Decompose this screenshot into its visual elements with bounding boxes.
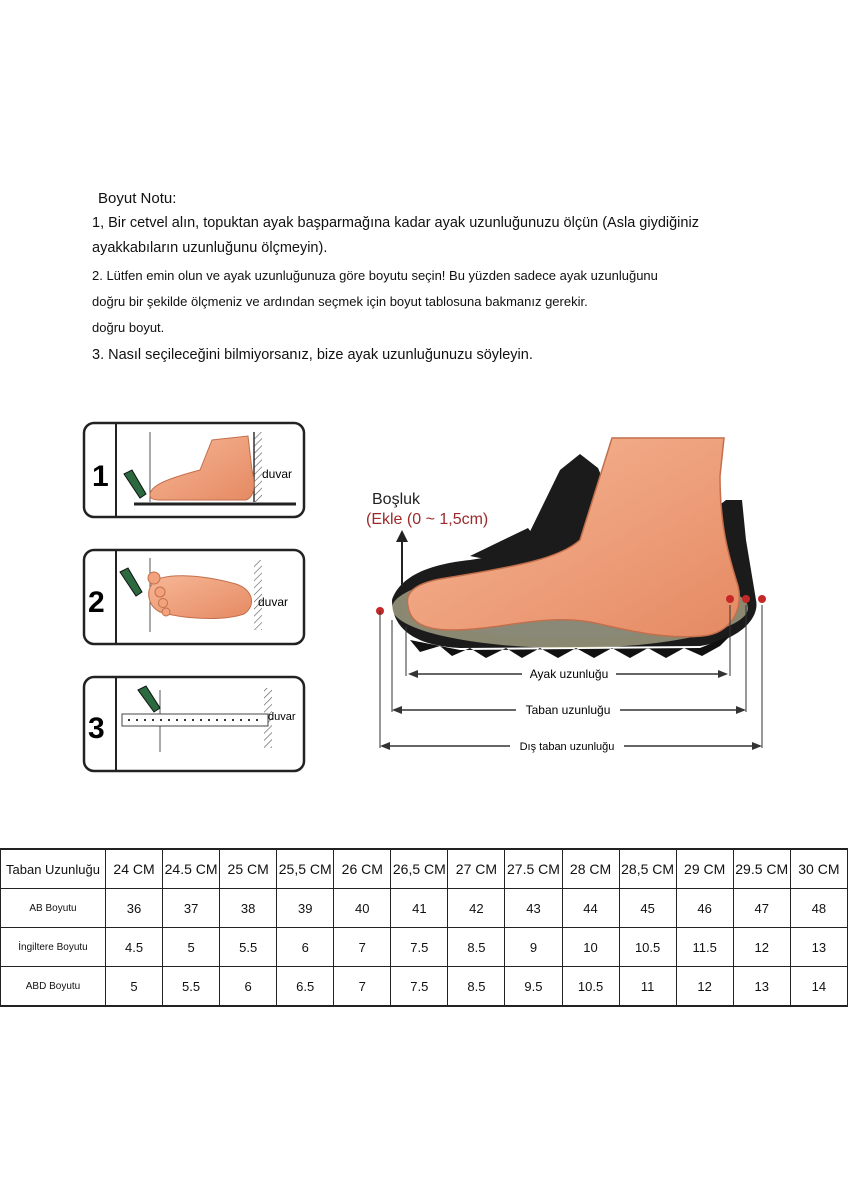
table-cell: 48 xyxy=(790,889,847,928)
header-cell: 26,5 CM xyxy=(391,849,448,889)
step-2-number: 2 xyxy=(88,586,105,619)
header-cell: 24 CM xyxy=(106,849,163,889)
table-cell: 9 xyxy=(505,928,562,967)
table-cell: 7 xyxy=(334,928,391,967)
table-cell: 6 xyxy=(220,967,277,1007)
header-cell: 30 CM xyxy=(790,849,847,889)
table-cell: 42 xyxy=(448,889,505,928)
table-cell: 46 xyxy=(676,889,733,928)
arrow-up-icon xyxy=(396,530,408,542)
table-cell: 36 xyxy=(106,889,163,928)
wall-label-2: duvar xyxy=(258,595,289,609)
table-cell: 40 xyxy=(334,889,391,928)
header-cell: 25 CM xyxy=(220,849,277,889)
header-label: Taban Uzunluğu xyxy=(1,849,106,889)
size-table xyxy=(0,848,848,1007)
table-row xyxy=(1,928,848,967)
table-cell: 11 xyxy=(619,967,676,1007)
sole-length-label: Taban uzunluğu xyxy=(525,703,611,717)
note-line-2c: doğru boyut. xyxy=(92,320,165,335)
table-cell: 47 xyxy=(733,889,790,928)
row-label: ABD Boyutu xyxy=(1,967,106,1007)
sole-length-arrow xyxy=(392,703,746,717)
outsole-length-label: Dış taban uzunluğu xyxy=(519,741,615,753)
table-row xyxy=(1,967,848,1007)
table-cell: 6 xyxy=(277,928,334,967)
table-cell: 44 xyxy=(562,889,619,928)
header-cell: 27.5 CM xyxy=(505,849,562,889)
table-cell: 38 xyxy=(220,889,277,928)
table-cell: 4.5 xyxy=(106,928,163,967)
table-cell: 8.5 xyxy=(448,928,505,967)
header-cell: 25,5 CM xyxy=(277,849,334,889)
ruler-icon xyxy=(122,714,268,726)
step-3-panel xyxy=(84,677,304,771)
foot-length-label: Ayak uzunluğu xyxy=(529,667,609,681)
note-line-1b: ayakkabıların uzunluğunu ölçmeyin). xyxy=(92,240,328,256)
header-cell: 24.5 CM xyxy=(163,849,220,889)
shoe-diagram xyxy=(366,438,766,753)
wall-label-3: duvar xyxy=(268,711,296,723)
step-2-panel xyxy=(84,550,304,644)
table-cell: 12 xyxy=(676,967,733,1007)
step-1-number: 1 xyxy=(92,460,109,493)
table-cell: 7.5 xyxy=(391,967,448,1007)
table-cell: 39 xyxy=(277,889,334,928)
table-cell: 5.5 xyxy=(163,967,220,1007)
table-cell: 8.5 xyxy=(448,967,505,1007)
size-note-title: Boyut Notu: xyxy=(98,190,177,207)
note-line-3: 3. Nasıl seçileceğini bilmiyorsanız, bize ayak uzunluğunuzu söyleyin. xyxy=(92,347,533,363)
gap-title: Boşluk xyxy=(372,491,421,508)
table-row xyxy=(1,889,848,928)
note-line-2b: doğru bir şekilde ölçmeniz ve ardından seçmek için boyut tablosuna bakmanız gerekir. xyxy=(92,294,588,309)
header-cell: 29 CM xyxy=(676,849,733,889)
table-cell: 43 xyxy=(505,889,562,928)
table-cell: 7 xyxy=(334,967,391,1007)
table-cell: 9.5 xyxy=(505,967,562,1007)
table-cell: 5 xyxy=(106,967,163,1007)
table-cell: 14 xyxy=(790,967,847,1007)
table-cell: 5 xyxy=(163,928,220,967)
table-cell: 45 xyxy=(619,889,676,928)
table-cell: 10 xyxy=(562,928,619,967)
table-cell: 12 xyxy=(733,928,790,967)
row-label: İngiltere Boyutu xyxy=(1,928,106,967)
row-label: AB Boyutu xyxy=(1,889,106,928)
header-cell: 28 CM xyxy=(562,849,619,889)
gap-add-label: (Ekle (0 ~ 1,5cm) xyxy=(366,511,489,528)
step-3-number: 3 xyxy=(88,712,105,745)
header-cell: 29.5 CM xyxy=(733,849,790,889)
table-cell: 10.5 xyxy=(619,928,676,967)
table-cell: 6.5 xyxy=(277,967,334,1007)
header-cell: 28,5 CM xyxy=(619,849,676,889)
table-cell: 41 xyxy=(391,889,448,928)
table-cell: 11.5 xyxy=(676,928,733,967)
wall-label-1: duvar xyxy=(262,467,293,481)
header-cell: 27 CM xyxy=(448,849,505,889)
table-cell: 13 xyxy=(733,967,790,1007)
table-cell: 10.5 xyxy=(562,967,619,1007)
table-cell: 13 xyxy=(790,928,847,967)
note-line-2a: 2. Lütfen emin olun ve ayak uzunluğunuza göre boyutu seçin! Bu yüzden sadece ayak uzunluğunu xyxy=(92,268,658,283)
table-cell: 37 xyxy=(163,889,220,928)
note-line-1a: 1, Bir cetvel alın, topuktan ayak başparmağına kadar ayak uzunluğunuzu ölçün (Asla giydiğiniz xyxy=(92,215,699,231)
table-cell: 7.5 xyxy=(391,928,448,967)
outsole-length-arrow xyxy=(380,741,762,753)
table-cell: 5.5 xyxy=(220,928,277,967)
header-cell: 26 CM xyxy=(334,849,391,889)
size-table-header-row xyxy=(1,849,848,889)
foot-length-arrow xyxy=(408,667,728,681)
step-1-panel xyxy=(84,423,304,517)
